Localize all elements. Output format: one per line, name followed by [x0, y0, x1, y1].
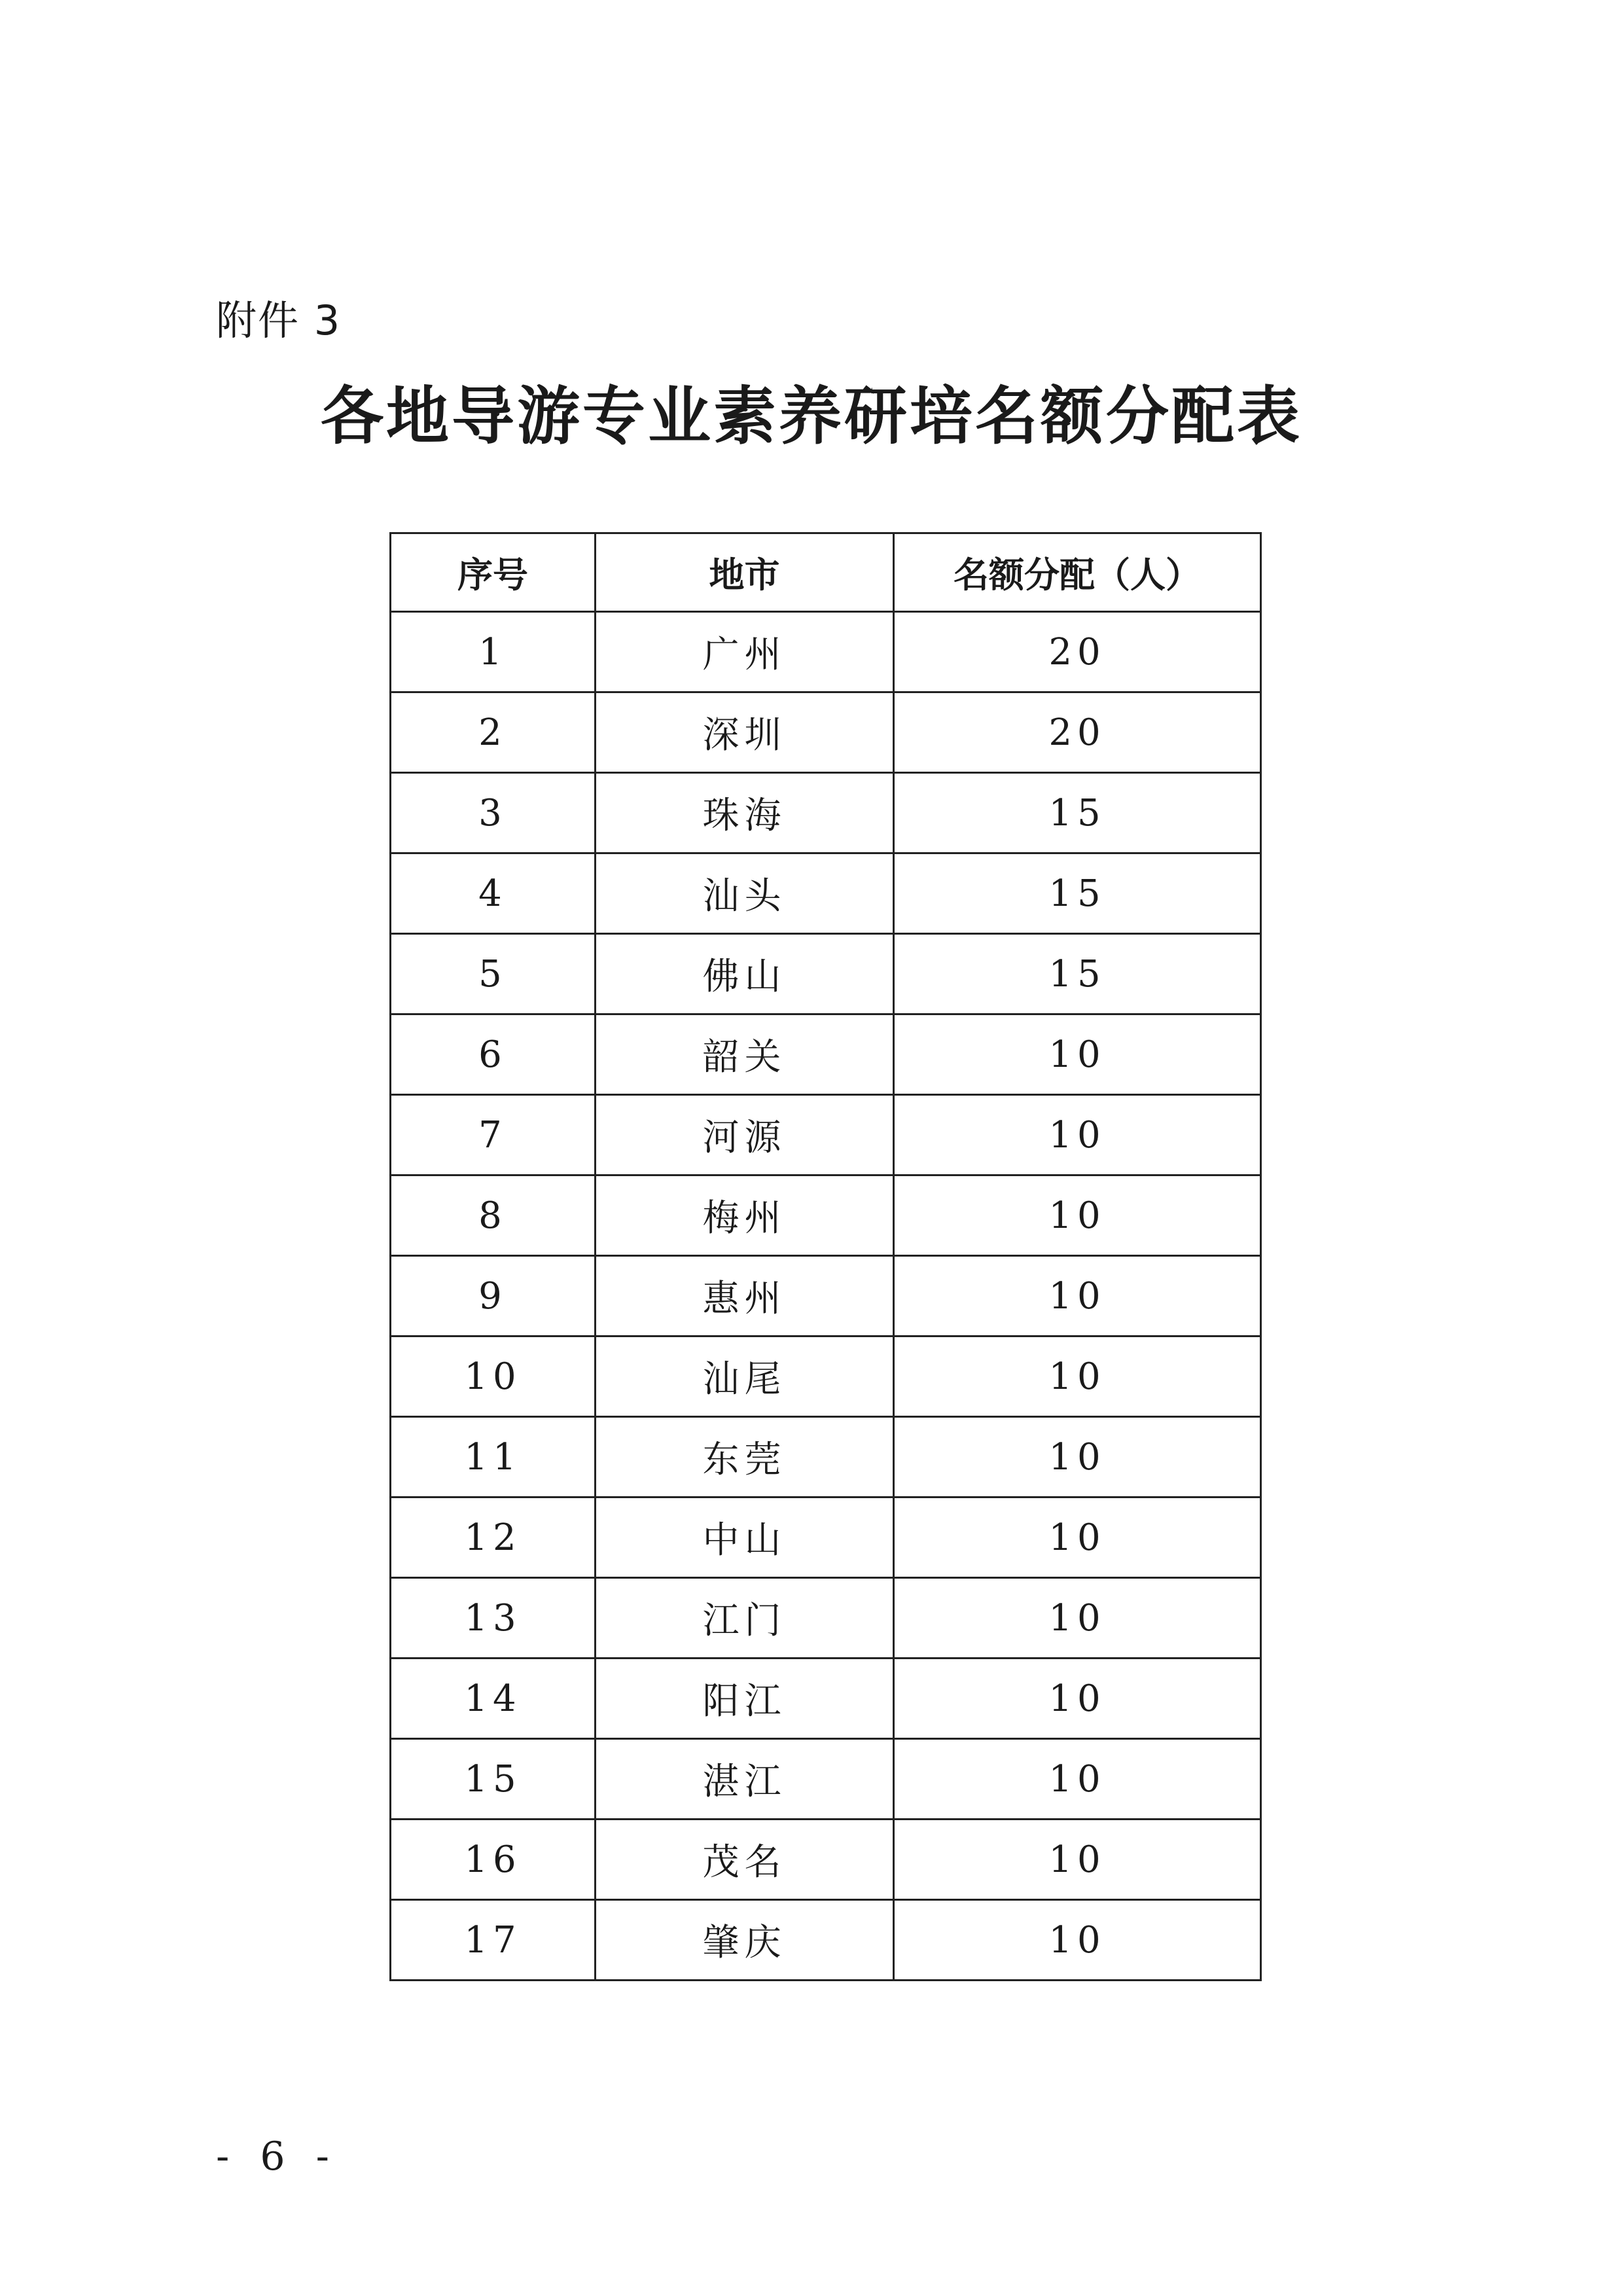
table-row — [391, 1014, 1261, 1095]
quota-cell: 10 — [894, 1739, 1261, 1820]
quota-cell: 15 — [894, 934, 1261, 1014]
quota-table — [389, 532, 1262, 1981]
serial-number-cell: 10 — [391, 1336, 596, 1417]
city-cell: 湛江 — [596, 1739, 894, 1820]
quota-cell: 20 — [894, 612, 1261, 692]
quota-cell: 10 — [894, 1175, 1261, 1256]
table-row — [391, 1900, 1261, 1981]
header-quota: 名额分配（人） — [894, 533, 1261, 612]
table-row — [391, 612, 1261, 692]
table-row — [391, 934, 1261, 1014]
quota-cell: 20 — [894, 692, 1261, 773]
header-serial-number: 序号 — [391, 533, 596, 612]
quota-cell: 10 — [894, 1256, 1261, 1336]
table-row — [391, 692, 1261, 773]
city-cell: 阳江 — [596, 1659, 894, 1739]
serial-number-cell: 2 — [391, 692, 596, 773]
serial-number-cell: 17 — [391, 1900, 596, 1981]
serial-number-cell: 11 — [391, 1417, 596, 1498]
city-cell: 河源 — [596, 1095, 894, 1175]
city-cell: 珠海 — [596, 773, 894, 853]
city-cell: 中山 — [596, 1498, 894, 1578]
city-cell: 广州 — [596, 612, 894, 692]
quota-cell: 10 — [894, 1578, 1261, 1659]
table-row — [391, 1820, 1261, 1900]
serial-number-cell: 15 — [391, 1739, 596, 1820]
serial-number-cell: 13 — [391, 1578, 596, 1659]
table-row — [391, 1578, 1261, 1659]
table-row — [391, 1256, 1261, 1336]
serial-number-cell: 1 — [391, 612, 596, 692]
city-cell: 深圳 — [596, 692, 894, 773]
quota-cell: 15 — [894, 773, 1261, 853]
header-city: 地市 — [596, 533, 894, 612]
quota-cell: 10 — [894, 1014, 1261, 1095]
city-cell: 韶关 — [596, 1014, 894, 1095]
serial-number-cell: 8 — [391, 1175, 596, 1256]
table-row — [391, 773, 1261, 853]
city-cell: 肇庆 — [596, 1900, 894, 1981]
serial-number-cell: 12 — [391, 1498, 596, 1578]
table-row — [391, 1659, 1261, 1739]
table-row — [391, 853, 1261, 934]
quota-cell: 10 — [894, 1417, 1261, 1498]
quota-cell: 10 — [894, 1336, 1261, 1417]
table-header-row — [391, 533, 1261, 612]
city-cell: 梅州 — [596, 1175, 894, 1256]
table-row — [391, 1175, 1261, 1256]
city-cell: 汕头 — [596, 853, 894, 934]
serial-number-cell: 5 — [391, 934, 596, 1014]
table-row — [391, 1417, 1261, 1498]
quota-cell: 10 — [894, 1820, 1261, 1900]
serial-number-cell: 7 — [391, 1095, 596, 1175]
quota-cell: 10 — [894, 1498, 1261, 1578]
table-row — [391, 1739, 1261, 1820]
city-cell: 汕尾 — [596, 1336, 894, 1417]
quota-cell: 10 — [894, 1095, 1261, 1175]
serial-number-cell: 16 — [391, 1820, 596, 1900]
quota-cell: 15 — [894, 853, 1261, 934]
serial-number-cell: 14 — [391, 1659, 596, 1739]
city-cell: 茂名 — [596, 1820, 894, 1900]
serial-number-cell: 6 — [391, 1014, 596, 1095]
attachment-label: 附件 3 — [216, 296, 342, 344]
table-row — [391, 1336, 1261, 1417]
quota-cell: 10 — [894, 1900, 1261, 1981]
city-cell: 佛山 — [596, 934, 894, 1014]
city-cell: 惠州 — [596, 1256, 894, 1336]
city-cell: 江门 — [596, 1578, 894, 1659]
serial-number-cell: 4 — [391, 853, 596, 934]
table-row — [391, 1498, 1261, 1578]
serial-number-cell: 3 — [391, 773, 596, 853]
page-number: - 6 - — [216, 2134, 338, 2179]
table-row — [391, 1095, 1261, 1175]
quota-cell: 10 — [894, 1659, 1261, 1739]
document-title: 各地导游专业素养研培名额分配表 — [321, 380, 1302, 453]
serial-number-cell: 9 — [391, 1256, 596, 1336]
city-cell: 东莞 — [596, 1417, 894, 1498]
